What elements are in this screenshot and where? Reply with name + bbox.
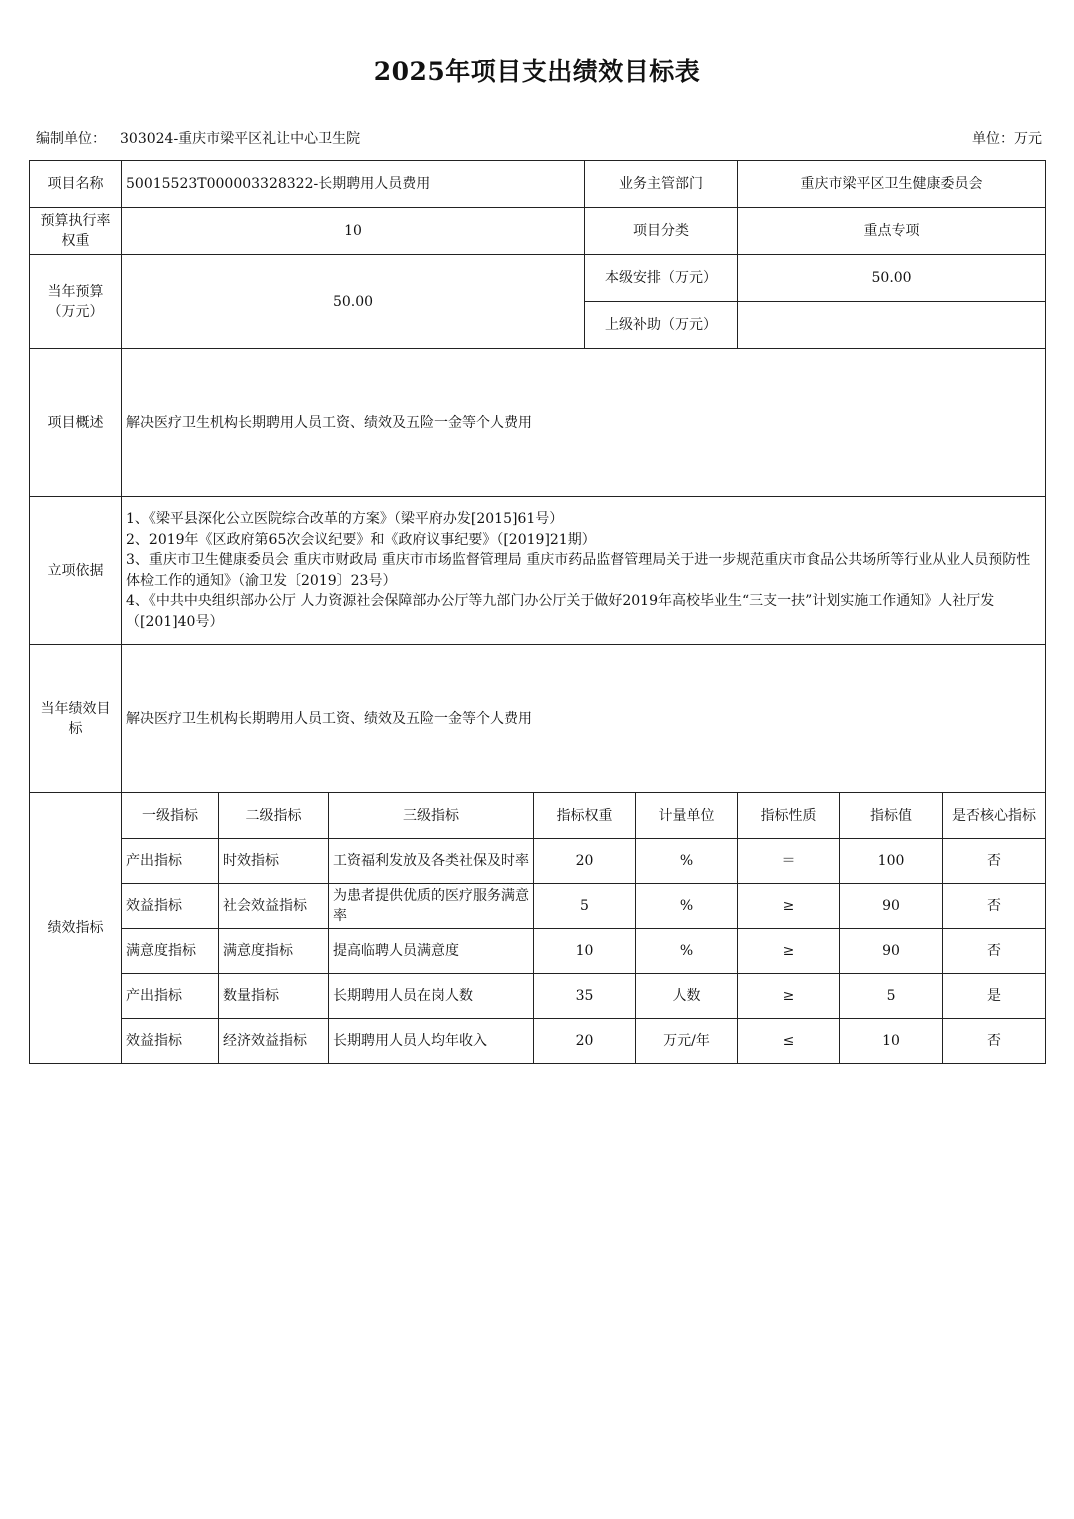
indicator-level3: 长期聘用人员人均年收入 xyxy=(329,1019,534,1064)
goal-label: 当年绩效目标 xyxy=(30,645,122,793)
indicator-value: 100 xyxy=(840,839,943,884)
indicator-nature: ≥ xyxy=(738,884,840,929)
indicator-core: 否 xyxy=(943,1019,1046,1064)
row-weight xyxy=(30,208,1046,255)
indicator-header-row xyxy=(30,793,1046,839)
indicator-header-level2: 二级指标 xyxy=(219,793,329,839)
local-label: 本级安排（万元） xyxy=(585,255,738,302)
indicator-header-nature: 指标性质 xyxy=(738,793,840,839)
indicator-unit: 万元/年 xyxy=(636,1019,738,1064)
overview-value: 解决医疗卫生机构长期聘用人员工资、绩效及五险一金等个人费用 xyxy=(122,349,1046,497)
indicator-nature: ≥ xyxy=(738,929,840,974)
indicator-header-unit: 计量单位 xyxy=(636,793,738,839)
indicator-level2: 满意度指标 xyxy=(219,929,329,974)
indicator-weight: 35 xyxy=(534,974,636,1019)
indicator-core: 是 xyxy=(943,974,1046,1019)
indicator-value: 10 xyxy=(840,1019,943,1064)
basis-label: 立项依据 xyxy=(30,497,122,645)
indicator-value: 5 xyxy=(840,974,943,1019)
indicator-value: 90 xyxy=(840,929,943,974)
dept-value: 重庆市梁平区卫生健康委员会 xyxy=(738,161,1046,208)
indicator-value: 90 xyxy=(840,884,943,929)
weight-value: 10 xyxy=(122,208,585,255)
indicator-header-value: 指标值 xyxy=(840,793,943,839)
indicator-level2: 社会效益指标 xyxy=(219,884,329,929)
dept-label: 业务主管部门 xyxy=(585,161,738,208)
upper-value xyxy=(738,302,1046,349)
indicator-weight: 5 xyxy=(534,884,636,929)
indicator-unit: % xyxy=(636,884,738,929)
indicator-nature: ＝ xyxy=(738,839,840,884)
row-project-name xyxy=(30,161,1046,208)
indicator-level2: 时效指标 xyxy=(219,839,329,884)
performance-table xyxy=(29,160,1046,1064)
indicator-weight: 20 xyxy=(534,1019,636,1064)
indicator-level1: 产出指标 xyxy=(122,839,219,884)
indicator-core: 否 xyxy=(943,839,1046,884)
overview-label: 项目概述 xyxy=(30,349,122,497)
category-label: 项目分类 xyxy=(585,208,738,255)
compiling-unit-value: 303024-重庆市梁平区礼让中心卫生院 xyxy=(120,131,361,147)
indicator-level3: 工资福利发放及各类社保及时率 xyxy=(329,839,534,884)
row-basis xyxy=(30,497,1046,645)
basis-line: 1、《梁平县深化公立医院综合改革的方案》（梁平府办发[2015]61号） xyxy=(126,511,564,527)
indicator-core: 否 xyxy=(943,884,1046,929)
basis-line: 4、《中共中央组织部办公厅 人力资源社会保障部办公厅等九部门办公厅关于做好2019年高校毕业生“三支一扶”计划实施工作通知》人社厅发（[201]40号） xyxy=(126,593,995,630)
indicator-level1: 效益指标 xyxy=(122,1019,219,1064)
table-row xyxy=(30,884,1046,929)
currency-unit: 单位：万元 xyxy=(972,131,1042,147)
indicator-unit: % xyxy=(636,929,738,974)
indicator-header-level3: 三级指标 xyxy=(329,793,534,839)
local-value: 50.00 xyxy=(738,255,1046,302)
indicator-level1: 满意度指标 xyxy=(122,929,219,974)
indicator-header-weight: 指标权重 xyxy=(534,793,636,839)
indicator-level3: 长期聘用人员在岗人数 xyxy=(329,974,534,1019)
page-title: 2025年项目支出绩效目标表 xyxy=(373,57,701,86)
indicator-level3: 提高临聘人员满意度 xyxy=(329,929,534,974)
project-name-label: 项目名称 xyxy=(30,161,122,208)
budget-value: 50.00 xyxy=(122,255,585,349)
upper-label: 上级补助（万元） xyxy=(585,302,738,349)
goal-value: 解决医疗卫生机构长期聘用人员工资、绩效及五险一金等个人费用 xyxy=(122,645,1046,793)
indicator-weight: 20 xyxy=(534,839,636,884)
indicator-nature: ≥ xyxy=(738,974,840,1019)
basis-line: 3、重庆市卫生健康委员会 重庆市财政局 重庆市市场监督管理局 重庆市药品监督管理局关于进一步规范重庆市食品公共场所等行业从业人员预防性体检工作的通知》（渝卫发〔2019〕23号） xyxy=(126,552,1031,589)
indicator-section-label: 绩效指标 xyxy=(30,793,122,1064)
indicator-level1: 产出指标 xyxy=(122,974,219,1019)
indicator-unit: 人数 xyxy=(636,974,738,1019)
compiling-unit xyxy=(36,128,360,148)
weight-label: 预算执行率权重 xyxy=(30,208,122,255)
table-row xyxy=(30,974,1046,1019)
project-name-value: 50015523T000003328322-长期聘用人员费用 xyxy=(122,161,585,208)
indicator-weight: 10 xyxy=(534,929,636,974)
basis-line: 2、2019年《区政府第65次会议纪要》和《政府议事纪要》（[2019]21期） xyxy=(126,531,596,548)
table-row xyxy=(30,1019,1046,1064)
table-row xyxy=(30,839,1046,884)
indicator-header-core: 是否核心指标 xyxy=(943,793,1046,839)
indicator-level2: 数量指标 xyxy=(219,974,329,1019)
indicator-level3: 为患者提供优质的医疗服务满意率 xyxy=(329,884,534,929)
indicator-header-level1: 一级指标 xyxy=(122,793,219,839)
row-overview xyxy=(30,349,1046,497)
basis-value xyxy=(122,497,1046,645)
compiling-unit-label: 编制单位： xyxy=(36,131,106,147)
indicator-core: 否 xyxy=(943,929,1046,974)
budget-label: 当年预算（万元） xyxy=(30,255,122,349)
row-budget-local xyxy=(30,255,1046,302)
row-goal xyxy=(30,645,1046,793)
indicator-level2: 经济效益指标 xyxy=(219,1019,329,1064)
table-row xyxy=(30,929,1046,974)
category-value: 重点专项 xyxy=(738,208,1046,255)
indicator-nature: ≤ xyxy=(738,1019,840,1064)
indicator-unit: % xyxy=(636,839,738,884)
indicator-level1: 效益指标 xyxy=(122,884,219,929)
